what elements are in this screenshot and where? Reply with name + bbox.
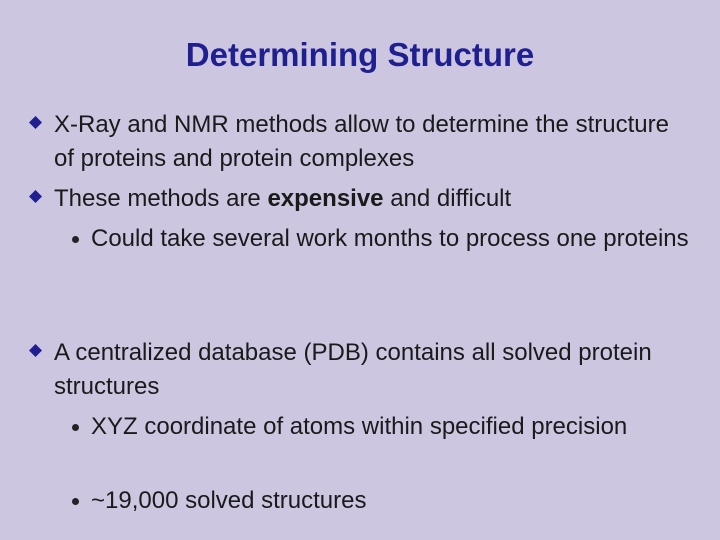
dot-bullet-icon <box>72 498 79 505</box>
bullet-text: A centralized database (PDB) contains all solved protein structures <box>54 339 652 400</box>
bullet-item-1 <box>29 108 689 175</box>
diamond-bullet-icon <box>29 116 42 129</box>
sub-bullet-text: Could take several work months to process one proteins <box>91 225 689 252</box>
dot-bullet-icon <box>72 236 79 243</box>
bullet-text: X-Ray and NMR methods allow to determine the structure of proteins and protein complexes <box>54 111 669 172</box>
sub-bullet-item <box>72 484 692 518</box>
bullet-text-part: and difficult <box>383 185 512 212</box>
bullet-item-2 <box>29 182 689 216</box>
bullet-text-part: These methods are <box>54 185 268 212</box>
diamond-bullet-icon <box>29 190 42 203</box>
sub-bullet-item <box>72 222 692 256</box>
sub-bullet-text: XYZ coordinate of atoms within specified precision <box>91 413 628 440</box>
bullet-text <box>54 182 689 216</box>
sub-bullet-text: ~19,000 solved structures <box>91 487 367 514</box>
dot-bullet-icon <box>72 424 79 431</box>
bullet-text-emphasis: expensive <box>267 185 384 212</box>
slide-title: Determining Structure <box>185 36 535 73</box>
sub-bullet-item <box>72 410 692 444</box>
diamond-bullet-icon <box>29 344 42 357</box>
bullet-item-3 <box>29 336 689 403</box>
